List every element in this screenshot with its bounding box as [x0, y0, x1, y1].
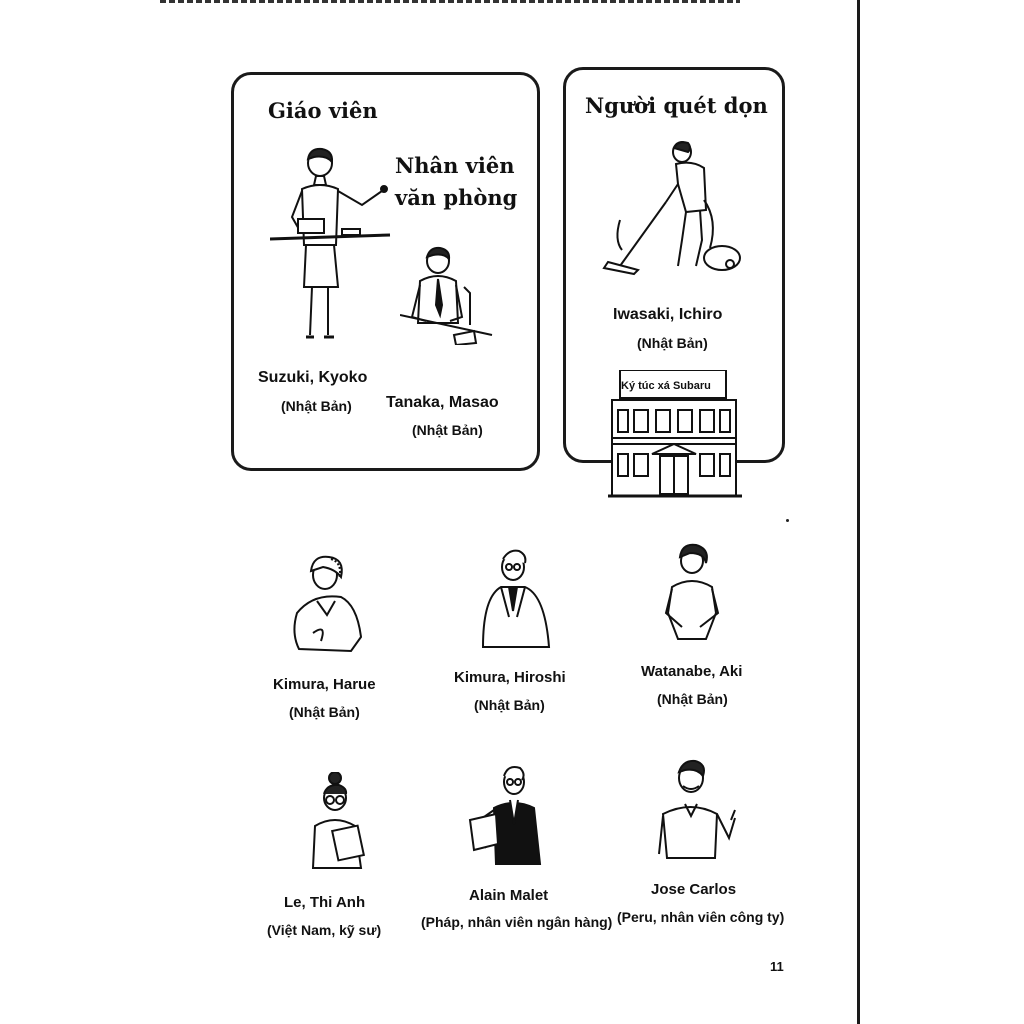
- young-woman-icon: [660, 543, 725, 643]
- person-name-4: Le, Thi Anh: [284, 894, 366, 911]
- waving-man-icon: [655, 758, 740, 863]
- person-name-5: Alain Malet: [469, 887, 549, 904]
- office-worker-illustration: [400, 245, 495, 345]
- person-name-2: Kimura, Hiroshi: [454, 669, 566, 686]
- elderly-man-icon: [475, 547, 555, 652]
- person-name-1: Kimura, Harue: [273, 676, 376, 693]
- cleaner-name: Iwasaki, Ichiro: [613, 306, 723, 323]
- teacher-heading: Giáo viên: [268, 98, 378, 123]
- banker-man-icon: [466, 764, 546, 869]
- vacuum-cleaner-illustration: [600, 140, 750, 280]
- elderly-woman-icon: [287, 553, 367, 658]
- cleaner-country: (Nhật Bản): [637, 335, 708, 351]
- page-number: 11: [770, 959, 784, 974]
- office-heading-line1: Nhân viên: [395, 153, 515, 178]
- dormitory-sign: Ký túc xá Subaru: [621, 380, 711, 392]
- person-info-3: (Nhật Bản): [657, 691, 728, 707]
- person-name-3: Watanabe, Aki: [641, 663, 743, 680]
- person-info-2: (Nhật Bản): [474, 697, 545, 713]
- teacher-name: Suzuki, Kyoko: [258, 369, 368, 386]
- person-info-5: (Pháp, nhân viên ngân hàng): [421, 914, 613, 930]
- cleaner-heading: Người quét dọn: [585, 93, 768, 118]
- page-right-edge: [857, 0, 860, 1024]
- person-info-1: (Nhật Bản): [289, 704, 360, 720]
- page-top-edge: [160, 0, 740, 3]
- person-info-6: (Peru, nhân viên công ty): [617, 909, 785, 925]
- teacher-country: (Nhật Bản): [281, 398, 352, 414]
- engineer-woman-icon: [305, 772, 375, 872]
- office-worker-name: Tanaka, Masao: [386, 394, 499, 411]
- stray-dot: [786, 519, 789, 522]
- teacher-illustration: [270, 145, 395, 350]
- office-worker-country: (Nhật Bản): [412, 422, 483, 438]
- office-heading-line2: văn phòng: [395, 185, 518, 210]
- person-name-6: Jose Carlos: [651, 881, 737, 898]
- person-info-4: (Việt Nam, kỹ sư): [267, 922, 382, 938]
